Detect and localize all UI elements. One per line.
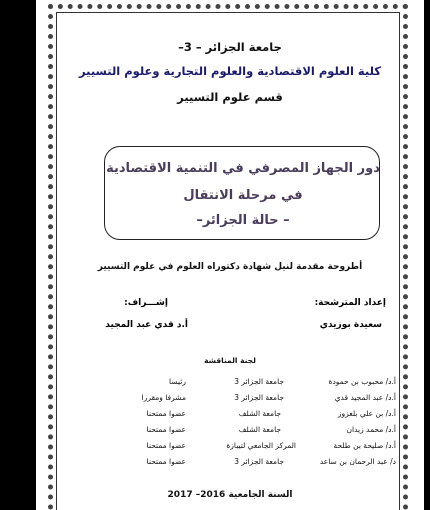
thesis-title-line-1: دور الجهاز المصرفي في التنمية الاقتصادية <box>106 161 380 176</box>
faculty-name: كلية العلوم الاقتصادية والعلوم التجارية وعلوم التسيير <box>79 64 381 78</box>
jury-member-role: عضوا ممتحنا <box>146 409 186 418</box>
candidate-label: إعداد المترشحة: <box>314 298 386 308</box>
thesis-title-box <box>104 146 380 240</box>
thesis-title-line-3: – حالة الجزائر– <box>196 213 290 228</box>
jury-member-role: رئيسا <box>169 377 186 386</box>
jury-member-institution: جامعة الجزائر 3 <box>234 377 284 386</box>
thesis-type: أطروحة مقدمة لنيل شهادة دكتوراه العلوم في علوم التسيير <box>97 262 363 272</box>
jury-member-role: عضوا ممتحنا <box>146 457 186 466</box>
jury-title: لجنة المناقشة <box>204 356 256 365</box>
jury-member-name: د/ عبد الرحمان بن ساعد <box>319 457 396 466</box>
jury-member-name: أ.د/ صليحة بن طلحة <box>333 441 396 450</box>
academic-year: السنة الجامعية 2016– 2017 <box>167 490 293 500</box>
jury-member-name: أ.د/ محمد زيدان <box>346 425 396 434</box>
jury-member-institution: جامعة الجزائر 3 <box>234 393 284 402</box>
jury-member-name: أ.د/ بن علي بلعزوز <box>337 409 396 418</box>
jury-member-name: أ.د/ محبوب بن حمودة <box>328 377 396 386</box>
university-name: جامعة الجزائر – 3– <box>178 40 282 54</box>
jury-member-role: عضوا ممتحنا <box>146 441 186 450</box>
jury-member-institution: المركز الجامعي لتيبازة <box>226 441 296 450</box>
document-page <box>36 0 424 510</box>
jury-member-name: أ.د/ عبد المجيد قدي <box>334 393 396 402</box>
supervisor-name: أ.د قدي عبد المجيد <box>105 320 188 330</box>
decorative-border <box>48 4 408 510</box>
jury-member-institution: جامعة الجزائر 3 <box>234 457 284 466</box>
jury-member-role: عضوا ممتحنا <box>146 425 186 434</box>
supervisor-label: إشـــراف: <box>124 298 168 308</box>
thesis-title-line-2: في مرحلة الانتقال <box>183 188 303 203</box>
jury-member-institution: جامعة الشلف <box>238 425 281 434</box>
candidate-name: سعيدة بوزيدي <box>319 320 382 330</box>
department-name: قسم علوم التسيير <box>177 90 283 104</box>
jury-member-institution: جامعة الشلف <box>238 409 281 418</box>
jury-member-role: مشرفا ومقررا <box>141 393 186 402</box>
